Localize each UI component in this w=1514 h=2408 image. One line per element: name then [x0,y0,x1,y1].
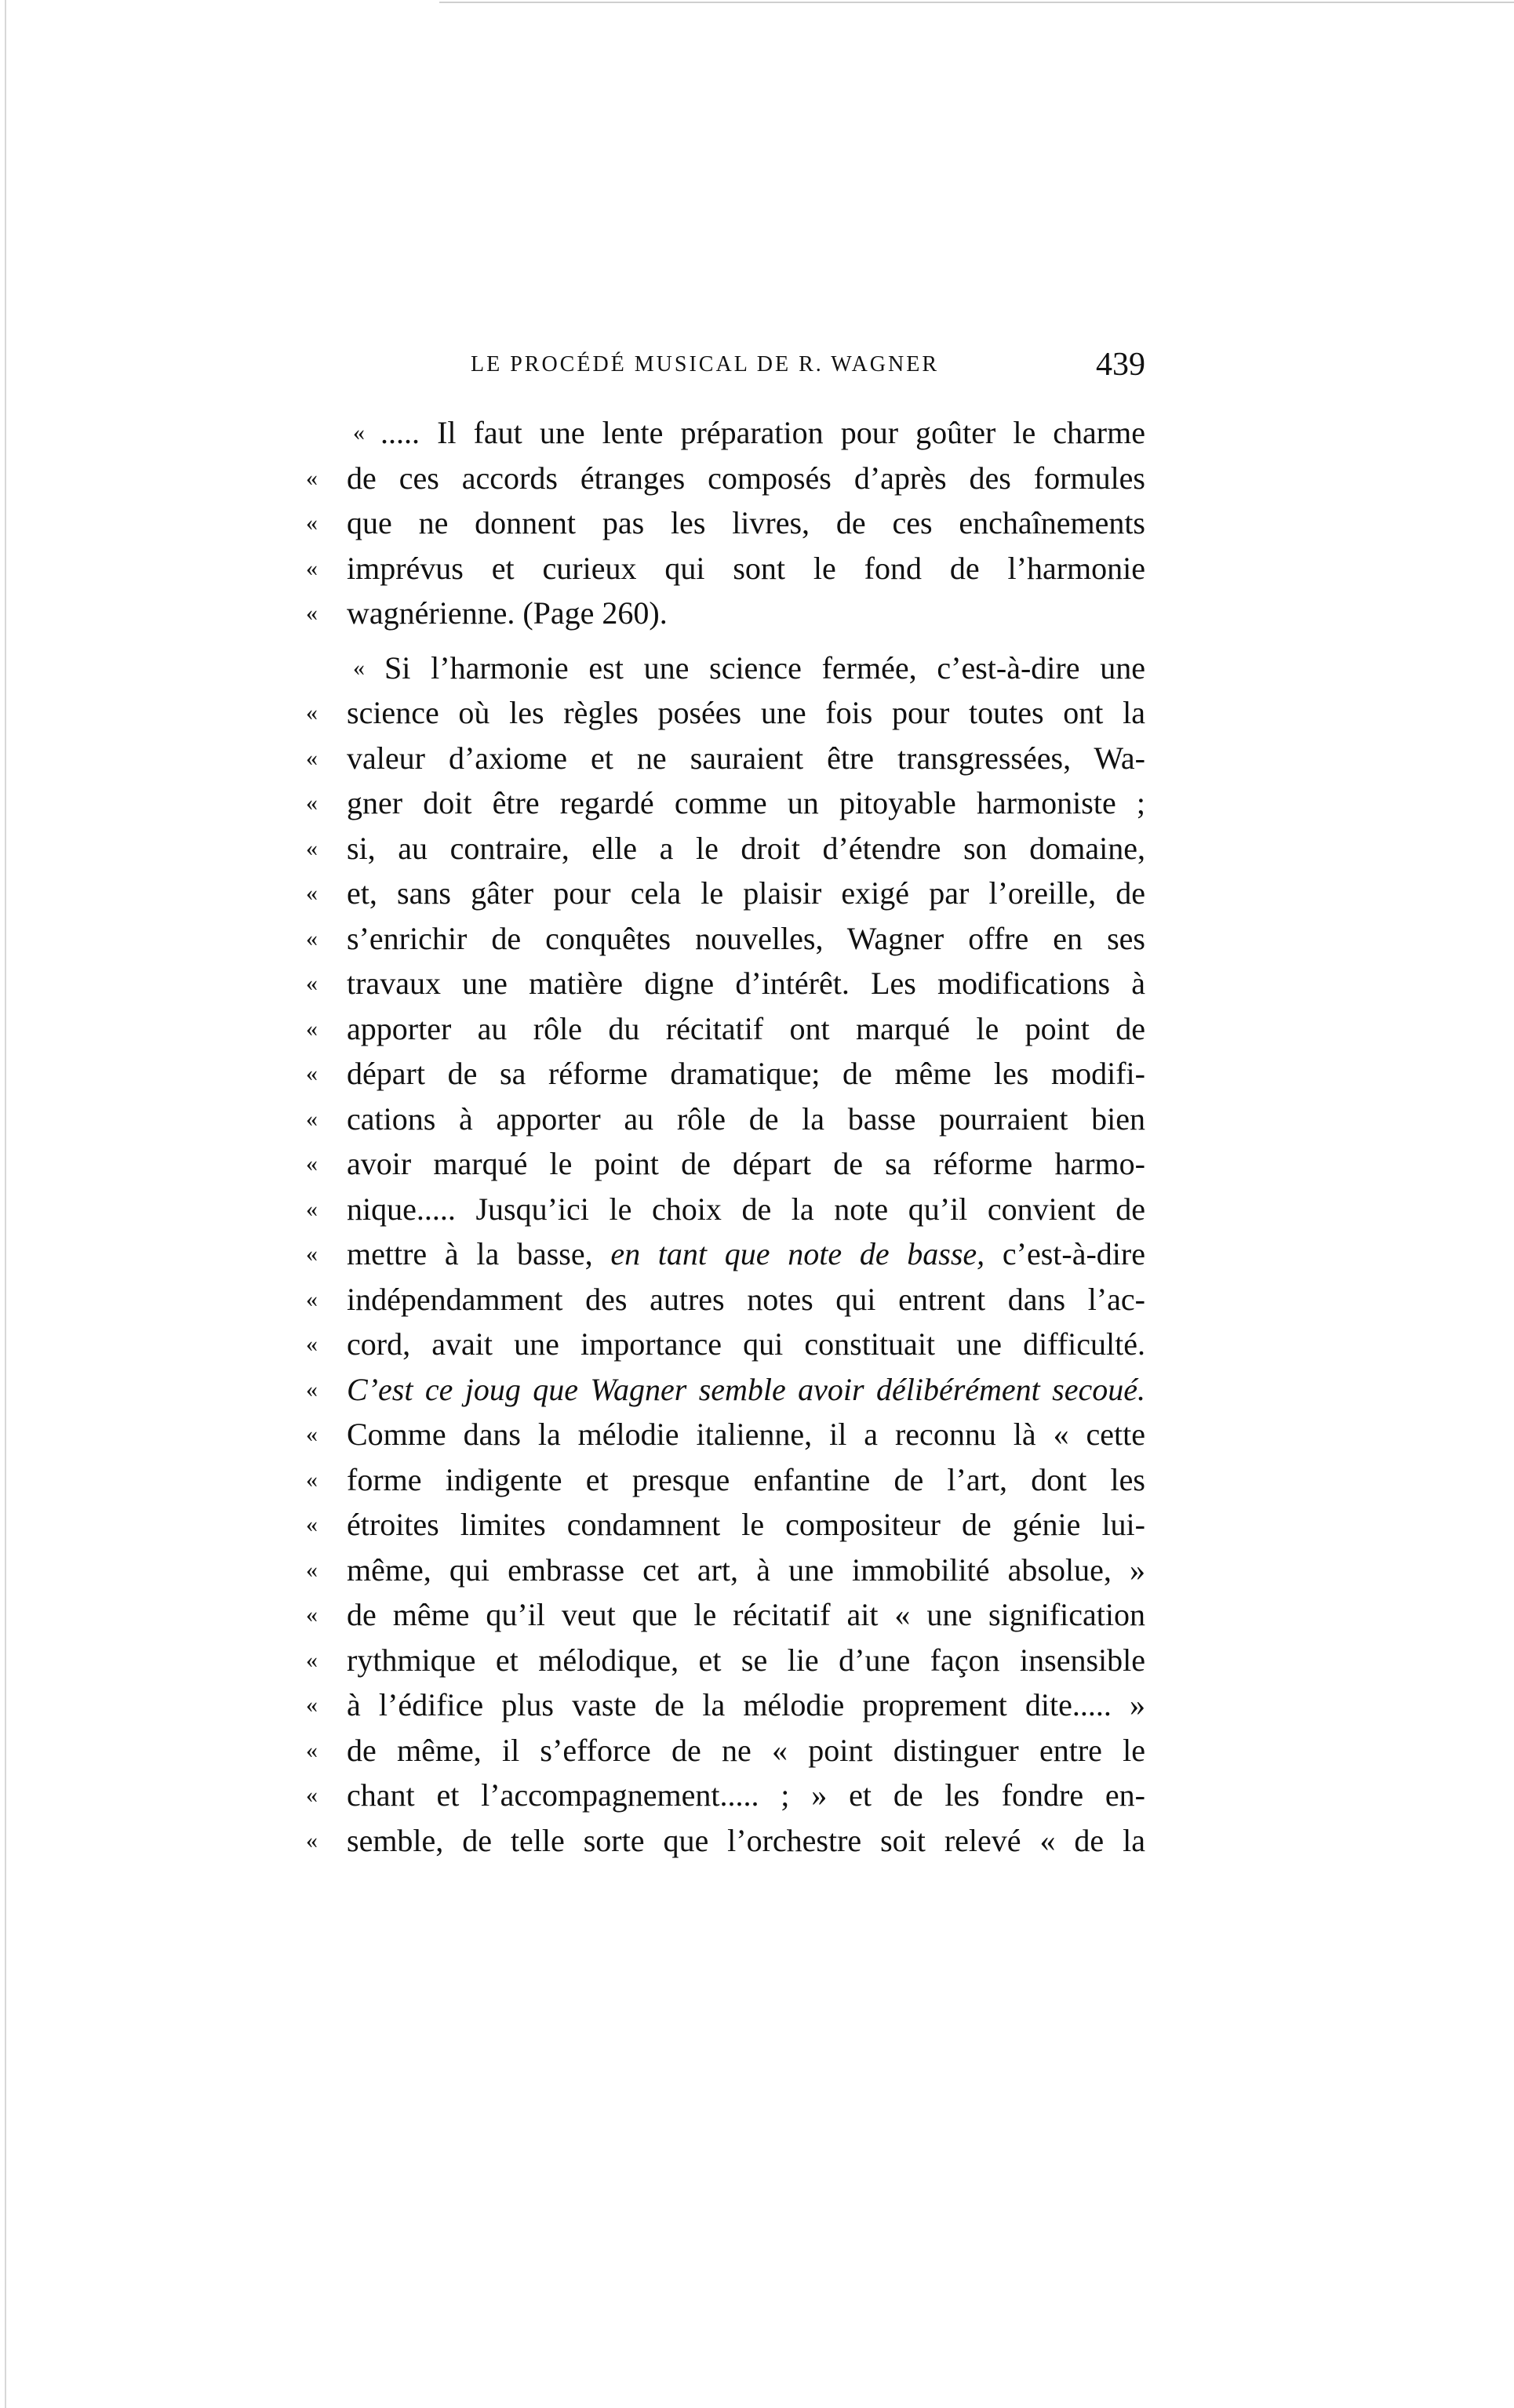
line-text [347,916,1145,962]
text-line [306,1502,1145,1548]
text-line [306,1141,1145,1187]
roman-text: même, qui embrasse cet art, à une immobilité absolue, » [347,1551,1145,1588]
text-line [306,961,1145,1006]
opening-guillemet: « [353,654,365,681]
roman-text: étroites limites condamnent le compositeur de génie lui- [347,1507,1145,1542]
line-text [347,1187,1145,1232]
text-line [306,1682,1145,1728]
text-line [306,1277,1145,1322]
text-line [306,1457,1145,1503]
roman-text: avoir marqué le point de départ de sa réforme harmo- [347,1146,1145,1181]
opening-guillemet: « [306,925,318,951]
text-line [306,500,1145,546]
page-body [306,410,1145,1863]
roman-text: gner doit être regardé comme un pitoyable harmoniste ; [347,785,1145,820]
roman-text: mettre à la basse, [347,1236,611,1271]
opening-guillemet: « [306,1827,318,1853]
running-title: LE PROCÉDÉ MUSICAL DE R. WAGNER [471,352,940,376]
page-number: 439 [1096,347,1145,383]
roman-text: wagnérienne. (Page 260). [347,595,668,631]
text-line [306,1231,1145,1277]
opening-guillemet: « [306,1151,318,1177]
roman-text: Comme dans la mélodie italienne, il a reconnu là « cette [347,1417,1145,1452]
text-line [306,1006,1145,1052]
line-text [347,500,1145,546]
text-line [306,916,1145,962]
line-text [347,1773,1145,1818]
opening-guillemet: « [306,1286,318,1312]
text-line [306,646,1145,691]
roman-text: nique..... Jusqu’ici le choix de la note qu’il convient de [347,1191,1145,1227]
line-text [347,736,1145,781]
opening-guillemet: « [306,1015,318,1042]
opening-guillemet: « [306,464,318,491]
text-line [306,410,1145,456]
roman-text: semble, de telle sorte que l’orchestre soit relevé « de la [347,1822,1145,1858]
opening-guillemet: « [306,555,318,581]
line-text [384,646,1145,691]
opening-guillemet: « [353,420,365,446]
roman-text: science où les règles posées une fois pour toutes ont la [347,695,1145,730]
line-text [347,826,1145,871]
line-text [347,591,1145,636]
opening-guillemet: « [306,1195,318,1222]
opening-guillemet: « [306,835,318,861]
opening-guillemet: « [306,1782,318,1808]
text-line [306,1592,1145,1638]
opening-guillemet: « [306,970,318,996]
opening-guillemet: « [306,1602,318,1628]
line-text [347,1006,1145,1052]
opening-guillemet: « [306,1060,318,1086]
roman-text: rythmique et mélodique, et se lie d’une façon insensible [347,1642,1145,1678]
opening-guillemet: « [306,700,318,726]
text-line [306,1412,1145,1457]
opening-guillemet: « [306,1421,318,1447]
line-text [347,1097,1145,1142]
roman-text: imprévus et curieux qui sont le fond de l’harmonie [347,550,1145,586]
line-text [347,1322,1145,1367]
line-text [347,1141,1145,1187]
opening-guillemet: « [306,1692,318,1718]
line-text [347,780,1145,826]
line-text [347,456,1145,501]
line-text [347,1277,1145,1322]
line-text [347,1457,1145,1503]
roman-text: chant et l’accompagnement..... ; » et de les fondre en- [347,1777,1145,1813]
opening-guillemet: « [306,1646,318,1673]
opening-guillemet: « [306,600,318,626]
scan-top-edge [439,2,1514,3]
text-line [306,456,1145,501]
opening-guillemet: « [306,1556,318,1583]
opening-guillemet: « [306,1376,318,1402]
line-text [347,1502,1145,1548]
roman-text: à l’édifice plus vaste de la mélodie proprement dite..... » [347,1687,1145,1722]
opening-guillemet: « [306,1241,318,1267]
roman-text: valeur d’axiome et ne sauraient être transgressées, Wa- [347,740,1145,776]
text-line [306,826,1145,871]
roman-text: départ de sa réforme dramatique; de même les modifi- [347,1056,1145,1091]
text-line [306,1818,1145,1864]
text-line [306,690,1145,736]
line-text [347,690,1145,736]
line-text [347,871,1145,916]
text-line [306,780,1145,826]
opening-guillemet: « [306,1466,318,1493]
text-line [306,591,1145,636]
roman-text: de même, il s’efforce de ne « point distinguer entre le [347,1732,1145,1768]
roman-text: cations à apporter au rôle de la basse pourraient bien [347,1100,1145,1137]
opening-guillemet: « [306,1331,318,1357]
roman-text: que ne donnent pas les livres, de ces enchaînements [347,505,1145,540]
line-text [347,1367,1145,1413]
text-line [306,546,1145,591]
roman-text: et, sans gâter pour cela le plaisir exigé par l’oreille, de [347,875,1145,911]
roman-text: s’enrichir de conquêtes nouvelles, Wagner offre en ses [347,920,1145,956]
roman-text: travaux une matière digne d’intérêt. Les modifications à [347,966,1145,1001]
line-text [347,1051,1145,1097]
opening-guillemet: « [306,880,318,906]
line-text [347,961,1145,1006]
line-text [347,546,1145,591]
text-line [306,1728,1145,1773]
opening-guillemet: « [306,1737,318,1763]
text-line [306,1322,1145,1367]
roman-text: ..... Il faut une lente préparation pour goûter le charme [380,415,1145,450]
line-text [347,1592,1145,1638]
line-text [380,410,1145,456]
line-text [347,1818,1145,1864]
line-text [347,1638,1145,1683]
text-line [306,1051,1145,1097]
line-text [347,1728,1145,1773]
roman-text: c’est-à-dire [984,1236,1145,1271]
roman-text: indépendamment des autres notes qui entrent dans l’ac- [347,1281,1145,1317]
text-line [306,1367,1145,1413]
roman-text: Si l’harmonie est une science fermée, c’est-à-dire une [384,649,1145,686]
line-text [347,1231,1145,1277]
roman-text: de ces accords étranges composés d’après des formules [347,460,1145,496]
text-line [306,1187,1145,1232]
italic-text: en tant que note de basse, [610,1236,985,1271]
page-header [471,349,1145,388]
scan-edge [5,0,6,2408]
italic-text: C’est ce joug que Wagner semble avoir délibérément secoué. [347,1371,1145,1407]
opening-guillemet: « [306,1511,318,1537]
opening-guillemet: « [306,1105,318,1132]
text-line [306,1097,1145,1142]
opening-guillemet: « [306,790,318,816]
opening-guillemet: « [306,744,318,771]
roman-text: forme indigente et presque enfantine de l’art, dont les [347,1461,1145,1497]
text-line [306,1638,1145,1683]
line-text [347,1548,1145,1593]
text-line [306,1548,1145,1593]
opening-guillemet: « [306,510,318,536]
text-line [306,736,1145,781]
roman-text: apporter au rôle du récitatif ont marqué le point de [347,1010,1145,1046]
line-text [347,1412,1145,1457]
text-line [306,1773,1145,1818]
line-text [347,1682,1145,1728]
roman-text: de même qu’il veut que le récitatif ait « une signification [347,1597,1145,1632]
roman-text: si, au contraire, elle a le droit d’étendre son domaine, [347,830,1145,866]
text-line [306,871,1145,916]
roman-text: cord, avait une importance qui constituait une difficulté. [347,1326,1145,1362]
